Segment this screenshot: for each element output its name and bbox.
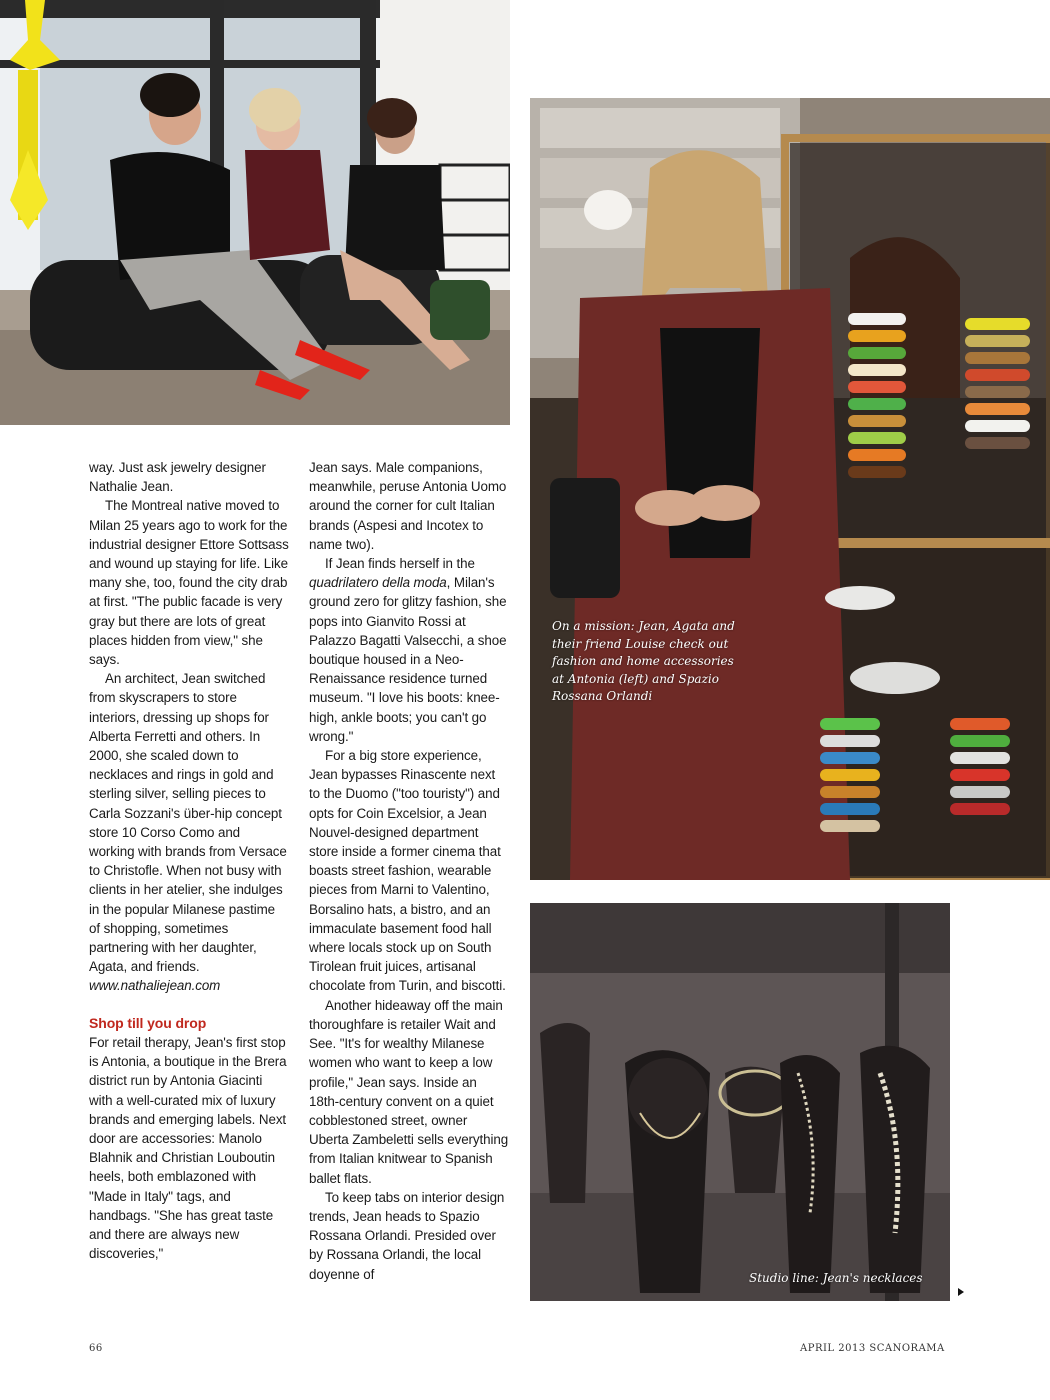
col2-paragraph-2-b: , Milan's ground zero for glitzy fashion, she pops into Gianvito Rossi at Palazzo Bagatti Valsecchi, a shoe boutique housed in a Neo-Renaissance residence turned museum. "I love his boots: knee-high, ankle boots; you can't go wrong."	[309, 575, 507, 744]
article-column-1	[89, 458, 289, 1263]
col2-paragraph-5: To keep tabs on interior design trends, Jean heads to Spazio Rossana Orlandi. Presided over by Rossana Orlandi, the local doyenne of	[309, 1189, 505, 1282]
continue-arrow-icon	[958, 1288, 964, 1296]
col2-paragraph-2-italic: quadrilatero della moda	[309, 575, 447, 591]
col2-paragraph-1: Jean says. Male companions, meanwhile, peruse Antonia Uomo around the corner for cult Italian brands (Aspesi and Incotex to name two).	[309, 460, 507, 552]
page-number: 66	[89, 1343, 103, 1354]
caption-bottom-right: Studio line: Jean's necklaces	[749, 1271, 923, 1285]
col1-paragraph-2: The Montreal native moved to Milan 25 years ago to work for the industrial designer Ettore Sottsass and wound up staying for life. Like many she, too, found the city drab at first. "The public facade is very gray but there are lots of great places hidden from view," she says.	[89, 498, 289, 668]
article-column-2	[309, 458, 509, 1284]
col2-paragraph-2-a: If Jean finds herself in the	[325, 556, 475, 572]
photo-necklaces	[530, 903, 950, 1301]
issue-line: APRIL 2013 SCANORAMA	[800, 1343, 945, 1354]
caption-top-right: On a mission: Jean, Agata and their friend Louise check out fashion and home accessories at Antonia (left) and Spazio Rossana Orlandi	[552, 619, 735, 703]
col2-paragraph-3: For a big store experience, Jean bypasses Rinascente next to the Duomo ("too touristy") and opts for Coin Excelsior, a Jean Nouvel-designed department store inside a former cinema that boasts street fashion, wearable pieces from Marni to Valentino, Borsalino hats, a bistro, and an immaculate basement food hall where locals stock up on South Tirolean fruit juices, artisanal chocolate from Turin, and biscotti.	[309, 748, 506, 994]
photo-bracelet-display	[530, 98, 1050, 880]
photo-boutique-women	[0, 0, 510, 425]
col1-paragraph-1: way. Just ask jewelry designer Nathalie Jean.	[89, 460, 266, 495]
col1-paragraph-3: An architect, Jean switched from skyscrapers to store interiors, dressing up shops for Alberta Ferretti and others. In 2000, she scaled down to necklaces and rings in gold and sterling silver, selling pieces to Carla Sozzani's über-hip concept store 10 Corso Como and working with brands from Versace to Christofle. When not busy with clients in her atelier, she indulges in the popular Milanese pastime of shopping, sometimes partnering with her daughter, Agata, and friends.	[89, 671, 287, 975]
col2-paragraph-2	[309, 554, 509, 746]
col2-paragraph-4: Another hideaway off the main thoroughfare is retailer Wait and See. "It's for wealthy Milanese women who want to keep a low profile," Jean says. Inside an 18th-century convent on a quiet cobblestoned street, owner Uberta Zambeletti sells everything from Italian knitwear to Spanish ballet flats.	[309, 997, 509, 1186]
website-link[interactable]: www.nathaliejean.com	[89, 978, 221, 994]
subheading-shop-till-you-drop: Shop till you drop	[89, 1014, 207, 1031]
col1-paragraph-4: For retail therapy, Jean's first stop is Antonia, a boutique in the Brera district run by Antonia Giacinti with a well-curated mix of luxury brands and emerging labels. Next door are accessories: Manolo Blahnik and Christian Louboutin heels, both emblazoned with "Made in Italy" tags, and handbags. "She has great taste and there are always new discoveries,"	[89, 1034, 287, 1262]
